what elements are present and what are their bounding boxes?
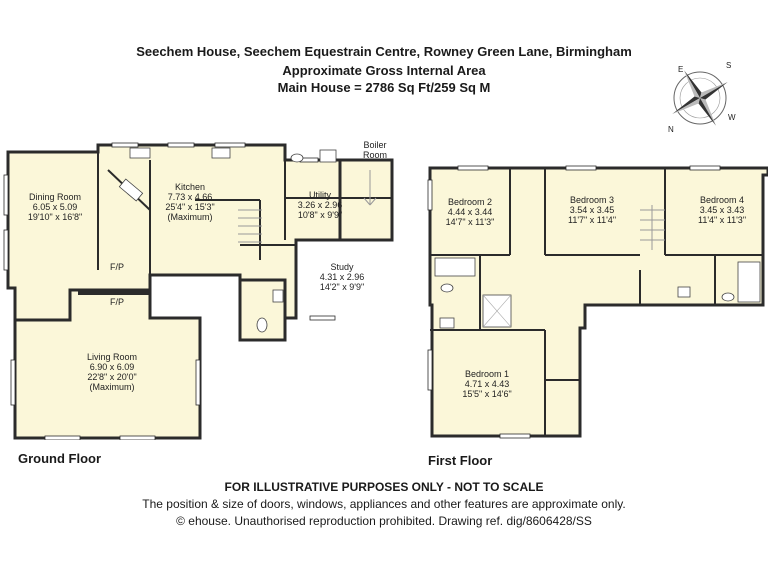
utility-metric: 3.26 x 2.96 bbox=[297, 200, 343, 210]
area-value: Main House = 2786 Sq Ft/259 Sq M bbox=[277, 80, 491, 95]
living-room-imperial: 22'8" x 20'0" bbox=[87, 372, 137, 382]
compass-w-label: W bbox=[728, 113, 736, 122]
boiler-room-label-line1: Boiler bbox=[363, 140, 387, 150]
study-name: Study bbox=[330, 262, 354, 272]
kitchen-imperial: 25'4" x 15'3" bbox=[165, 202, 215, 212]
bedroom-3-metric: 3.54 x 3.45 bbox=[569, 205, 615, 215]
kitchen-note: (Maximum) bbox=[167, 212, 213, 222]
bedroom-4-imperial: 11'4" x 11'3" bbox=[697, 215, 747, 225]
compass-s-label: S bbox=[726, 61, 732, 70]
boiler-room-label-line2: Room bbox=[362, 150, 388, 160]
bedroom-4-metric: 3.45 x 3.43 bbox=[699, 205, 745, 215]
floor-plan bbox=[0, 130, 768, 440]
area-title: Approximate Gross Internal Area bbox=[282, 63, 486, 78]
ground-floor-label: Ground Floor bbox=[18, 451, 102, 466]
first-floor-label: First Floor bbox=[428, 453, 493, 468]
study-imperial: 14'2" x 9'9" bbox=[319, 282, 365, 292]
dining-room-metric: 6.05 x 5.09 bbox=[32, 202, 78, 212]
bedroom-3-name: Bedroom 3 bbox=[569, 195, 615, 205]
kitchen-metric: 7.73 x 4.66 bbox=[167, 192, 213, 202]
bedroom-2-imperial: 14'7" x 11'3" bbox=[445, 217, 495, 227]
bedroom-2-metric: 4.44 x 3.44 bbox=[447, 207, 493, 217]
bedroom-1-metric: 4.71 x 4.43 bbox=[464, 379, 510, 389]
living-room-note: (Maximum) bbox=[89, 382, 135, 392]
bedroom-4-name: Bedroom 4 bbox=[699, 195, 745, 205]
compass-n-label: N bbox=[668, 125, 674, 134]
compass-icon bbox=[662, 60, 738, 136]
copyright-text: © ehouse. Unauthorised reproduction prohibited. Drawing ref. dig/8606428/SS bbox=[176, 514, 592, 528]
bedroom-3-imperial: 11'7" x 11'4" bbox=[567, 215, 617, 225]
dining-room-name: Dining Room bbox=[28, 192, 82, 202]
bedroom-1-imperial: 15'5" x 14'6" bbox=[462, 389, 512, 399]
bedroom-2-name: Bedroom 2 bbox=[447, 197, 493, 207]
property-address: Seechem House, Seechem Equestrain Centre, Rowney Green Lane, Birmingham bbox=[136, 44, 632, 59]
fireplace-label-dining: F/P bbox=[109, 262, 125, 272]
utility-imperial: 10'8" x 9'9" bbox=[297, 210, 343, 220]
living-room-name: Living Room bbox=[86, 352, 138, 362]
bedroom-1-name: Bedroom 1 bbox=[464, 369, 510, 379]
disclaimer-text: FOR ILLUSTRATIVE PURPOSES ONLY - NOT TO SCALE bbox=[224, 480, 544, 494]
fireplace-label-living: F/P bbox=[109, 297, 125, 307]
study-metric: 4.31 x 2.96 bbox=[319, 272, 365, 282]
compass-e-label: E bbox=[678, 65, 684, 74]
approximation-note: The position & size of doors, windows, appliances and other features are approximate only. bbox=[142, 497, 626, 511]
kitchen-name: Kitchen bbox=[174, 182, 206, 192]
living-room-metric: 6.90 x 6.09 bbox=[89, 362, 135, 372]
utility-name: Utility bbox=[309, 190, 331, 200]
dining-room-imperial: 19'10" x 16'8" bbox=[27, 212, 83, 222]
dining-room-area bbox=[8, 145, 392, 320]
